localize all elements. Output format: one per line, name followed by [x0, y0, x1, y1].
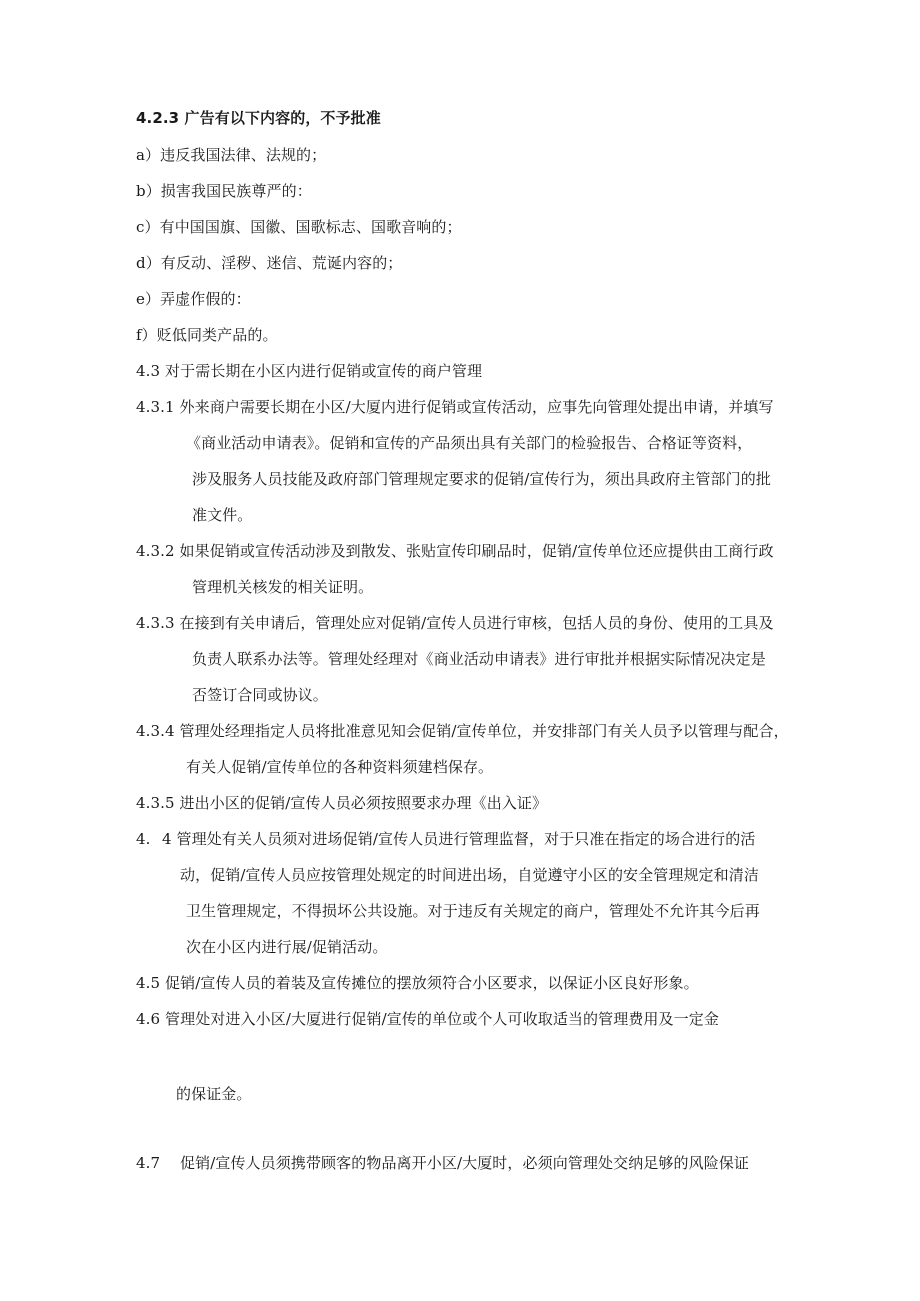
paragraph-4-4-number: 4.: [136, 830, 151, 848]
paragraph-4-5: 4.5 促销/宣传人员的着装及宣传摊位的摆放须符合小区要求，以保证小区良好形象。: [136, 974, 699, 992]
paragraph-4-4-line-3: 卫生管理规定，不得损坏公共设施。对于违反有关规定的商户，管理处不允许其今后再: [186, 902, 760, 920]
paragraph-4-3-4-line-2: 有关人促销/宣传单位的各种资料须建档保存。: [186, 758, 494, 776]
paragraph-4-3-2-line-1: 4.3.2 如果促销或宣传活动涉及到散发、张贴宣传印刷品时，促销/宣传单位还应提供由工商行政: [136, 542, 774, 560]
list-item-b: b）损害我国民族尊严的：: [136, 182, 312, 200]
paragraph-4-7-number: 4.7: [136, 1154, 161, 1172]
list-item-c: c）有中国国旗、国徽、国歌标志、国歌音响的；: [136, 218, 462, 236]
list-item-e: e）弄虚作假的：: [136, 290, 251, 308]
paragraph-4-7-line-1: 促销/宣传人员须携带顾客的物品离开小区/大厦时，必须向管理处交纳足够的风险保证: [180, 1154, 750, 1172]
paragraph-4-3-3-line-1: 4.3.3 在接到有关申请后，管理处应对促销/宣传人员进行审核，包括人员的身份、使用的工具及: [136, 614, 774, 632]
paragraph-4-3-4-line-1: 4.3.4 管理处经理指定人员将批准意见知会促销/宣传单位，并安排部门有关人员予以管理与配合，: [136, 722, 789, 740]
paragraph-4-3-1-line-3: 涉及服务人员技能及政府部门管理规定要求的促销/宣传行为，须出具政府主管部门的批: [192, 470, 771, 488]
paragraph-4-3-2-line-2: 管理机关核发的相关证明。: [192, 578, 374, 596]
paragraph-4-3-3-line-3: 否签订合同或协议。: [192, 686, 328, 704]
paragraph-4-3-1-line-2: 《商业活动申请表》。促销和宣传的产品须出具有关部门的检验报告、合格证等资料，: [186, 434, 753, 452]
list-item-a: a）违反我国法律、法规的；: [136, 146, 327, 164]
paragraph-4-3-3-line-2: 负责人联系办法等。管理处经理对《商业活动申请表》进行审批并根据实际情况决定是: [192, 650, 766, 668]
paragraph-4-6-line-2: 的保证金。: [176, 1085, 252, 1103]
section-heading-4-3: 4.3 对于需长期在小区内进行促销或宣传的商户管理: [136, 362, 483, 380]
paragraph-4-3-1-line-4: 准文件。: [192, 506, 253, 524]
paragraph-4-4-line-4: 次在小区内进行展/促销活动。: [186, 938, 388, 956]
paragraph-4-3-5: 4.3.5 进出小区的促销/宣传人员必须按照要求办理《出入证》: [136, 794, 548, 812]
paragraph-4-4-line-2: 动，促销/宣传人员应按管理处规定的时间进出场，自觉遵守小区的安全管理规定和清洁: [180, 866, 759, 884]
list-item-f: f）贬低同类产品的。: [136, 326, 278, 344]
paragraph-4-3-1-line-1: 4.3.1 外来商户需要长期在小区/大厦内进行促销或宣传活动，应事先向管理处提出申请，并填写: [136, 398, 774, 416]
section-heading-4-2-3: 4.2.3 广告有以下内容的，不予批准: [136, 109, 381, 127]
paragraph-4-6-line-1: 4.6 管理处对进入小区/大厦进行促销/宣传的单位或个人可收取适当的管理费用及一定金: [136, 1010, 719, 1028]
paragraph-4-4-line-1: 4 管理处有关人员须对进场促销/宣传人员进行管理监督，对于只准在指定的场合进行的活: [162, 830, 756, 848]
list-item-d: d）有反动、淫秽、迷信、荒诞内容的；: [136, 254, 403, 272]
